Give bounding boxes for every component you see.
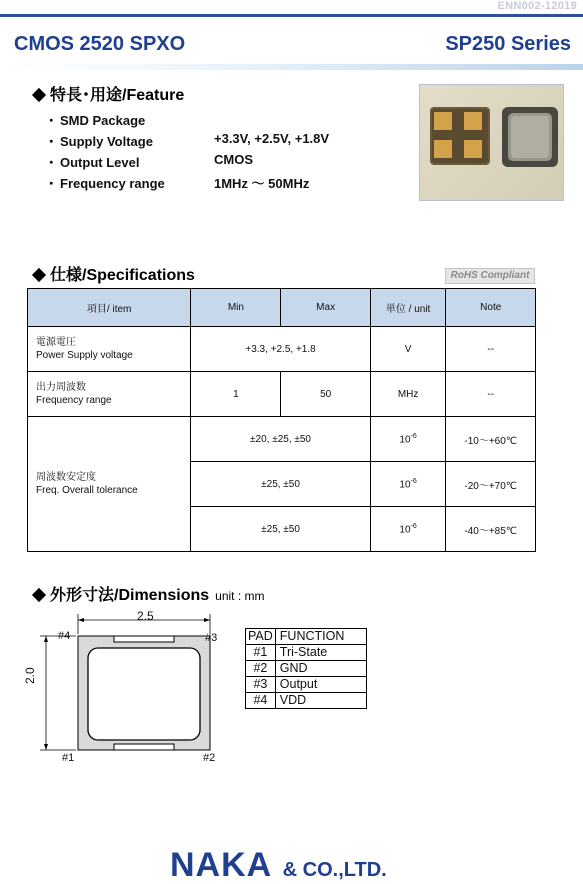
bullet-icon: ･ [48,155,55,170]
unit-cell: $10^{-6}$ [370,417,446,462]
product-photo [419,84,564,201]
table-row [28,327,536,372]
pad-label-3: #3 [205,632,218,644]
header-rule [0,14,583,17]
feature-value: 1MHz ～ 50MHz [214,176,310,191]
unit-cell: V [370,327,446,372]
bullet-icon: ･ [48,176,55,191]
company-logo [170,848,387,882]
height-label: 2.0 [23,667,37,684]
dimension-drawing [20,608,230,768]
note-cell: -- [446,327,536,372]
tolerance-value: ±20, ±25, ±50 [191,417,370,462]
tolerance-value: ±25, ±50 [191,462,370,507]
function-cell: VDD [275,693,366,709]
rohs-badge: RoHS Compliant [445,268,535,284]
diamond-bullet-icon [32,268,46,282]
row-label: 電源電圧 Power Supply voltage [28,327,191,372]
note-cell: -10～+60℃ [446,417,536,462]
pad-cell: #3 [246,677,276,693]
specifications-heading: 仕様/Specifications [30,262,195,285]
row-label: 周波数安定度 Freq. Overall tolerance [28,417,191,552]
unit-cell: $10^{-6}$ [370,462,446,507]
company-suffix: & CO.,LTD. [282,859,387,881]
table-row [28,417,536,462]
table-header-row [246,629,367,645]
specifications-table [27,288,536,552]
width-label: 2.5 [137,609,154,623]
pad-cell: #4 [246,693,276,709]
dimensions-heading: 外形寸法/Dimensions unit : mm [30,582,264,605]
row-label: 出力周波数 Frequency range [28,372,191,417]
feature-item: ･ Output Level CMOS [48,152,253,170]
pad-cell: #2 [246,661,276,677]
header-note: Note [446,289,536,327]
function-cell: Tri-State [275,645,366,661]
package-lid [88,648,200,740]
crystal-chip-photo-icon [420,85,565,202]
note-cell: -- [446,372,536,417]
header-gradient-band [0,64,583,70]
max-cell: 50 [281,372,370,417]
unit-label: unit : mm [215,589,265,603]
feature-value: CMOS [214,152,253,167]
table-row [246,645,367,661]
table-header-row [28,289,536,327]
bullet-icon: ･ [48,134,55,149]
pad-header: PAD [246,629,276,645]
supply-voltage-value: +3.3, +2.5, +1.8 [191,327,370,372]
pad-label-2: #2 [203,752,216,764]
table-row [246,661,367,677]
unit-cell: MHz [370,372,446,417]
table-row [246,693,367,709]
feature-item: ･ Frequency range 1MHz ～ 50MHz [48,173,408,193]
header-max: Max [281,289,370,327]
feature-item: ･ SMD Package [48,110,408,130]
table-row [28,372,536,417]
pad-function-table [245,628,367,709]
logo-text: NAKA [170,846,273,884]
product-title: CMOS 2520 SPXO [14,33,186,55]
pad-cell: #1 [246,645,276,661]
header-unit: 単位 / unit [370,289,446,327]
function-cell: Output [275,677,366,693]
min-cell: 1 [191,372,281,417]
diamond-bullet-icon [32,88,46,102]
series-title: SP250 Series [445,33,571,55]
feature-value: +3.3V, +2.5V, +1.8V [214,131,330,146]
note-cell: -20～+70℃ [446,462,536,507]
function-cell: GND [275,661,366,677]
diamond-bullet-icon [32,588,46,602]
tolerance-value: ±25, ±50 [191,507,370,552]
function-header: FUNCTION [275,629,366,645]
pad-label-4: #4 [58,630,71,642]
unit-cell: $10^{-6}$ [370,507,446,552]
pad-label-1: #1 [62,752,75,764]
table-row [246,677,367,693]
bullet-icon: ･ [48,113,55,128]
feature-heading: 特長･用途/Feature [30,82,184,105]
feature-item: ･ Supply Voltage +3.3V, +2.5V, +1.8V [48,131,330,149]
document-number: ENN002-12019 [497,0,577,12]
header-min: Min [191,289,281,327]
note-cell: -40～+85℃ [446,507,536,552]
header-item: 項目/ item [28,289,191,327]
